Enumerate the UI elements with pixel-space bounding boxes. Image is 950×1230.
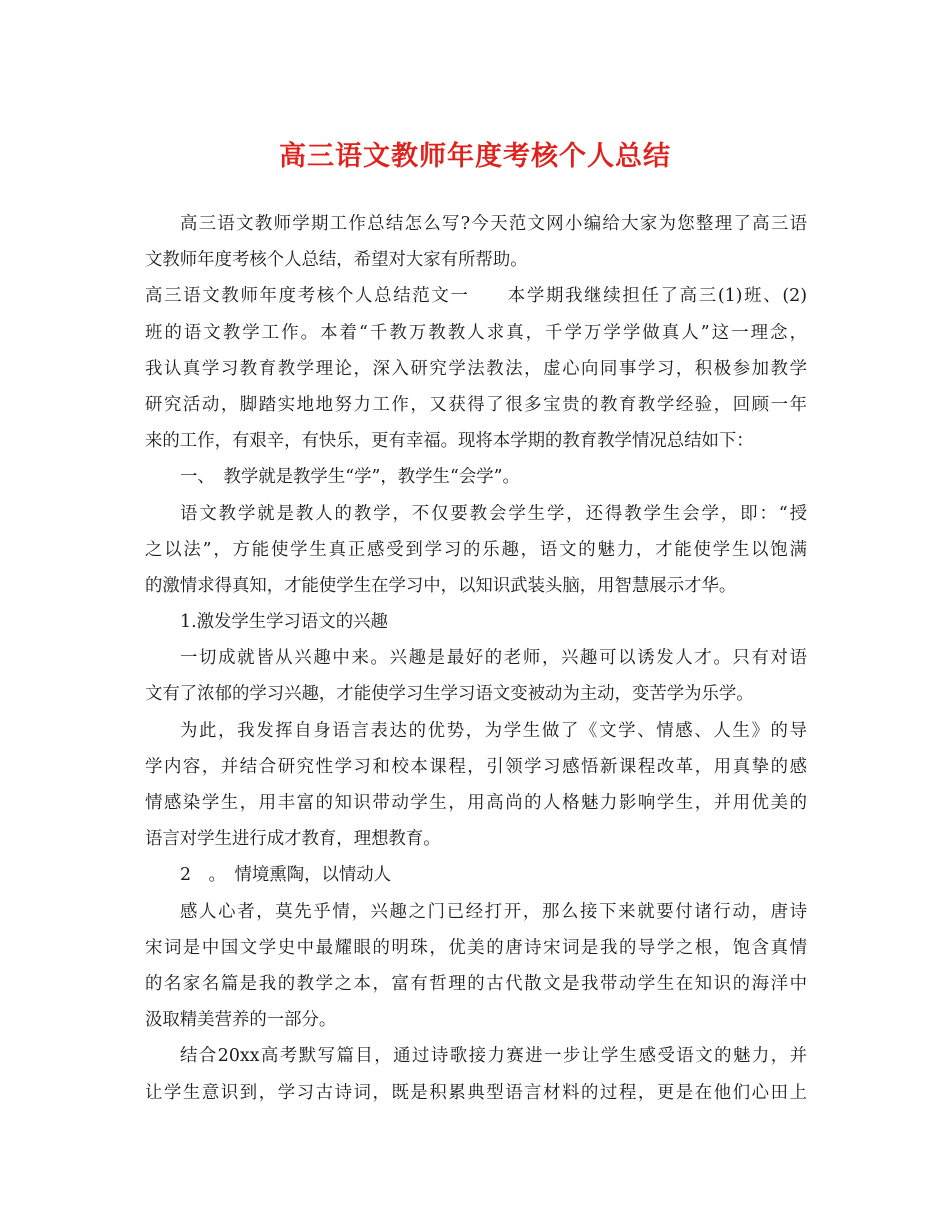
text-line: 汲取精美营养的一部分。 bbox=[145, 1010, 337, 1031]
text-line: 学内容，并结合研究性学习和校本课程，引领学习感悟新课程改革，用真挚的感 bbox=[145, 756, 807, 777]
text-line: 为此，我发挥自身语言表达的优势，为学生做了《文学、情感、人生》的导 bbox=[180, 720, 807, 741]
text-line: 情感染学生，用丰富的知识带动学生，用高尚的人格魅力影响学生，并用优美的 bbox=[145, 793, 807, 813]
text-line: 宋词是中国文学史中最耀眼的明珠，优美的唐诗宋词是我的导学之根，饱含真情 bbox=[145, 937, 807, 958]
text-line: 1.激发学生学习语文的兴趣 bbox=[180, 612, 388, 633]
text-line: 我认真学习教育教学理论，深入研究学法教法，虚心向同事学习，积极参加教学 bbox=[145, 358, 807, 379]
text-line: 研究活动，脚踏实地地努力工作，又获得了很多宝贵的教育教学经验，回顾一年 bbox=[145, 394, 807, 415]
text-line: 语文教学就是教人的教学，不仅要教会学生学，还得教学生会学，即：“授 bbox=[180, 503, 807, 524]
text-line: 结合20xx高考默写篇目，通过诗歌接力赛进一步让学生感受语文的魅力，并 bbox=[180, 1046, 807, 1067]
text-line: 来的工作，有艰辛，有快乐，更有幸福。现将本学期的教育教学情况总结如下： bbox=[145, 431, 754, 452]
text-line: 文有了浓郁的学习兴趣，才能使学习生学习语文变被动为主动，变苦学为乐学。 bbox=[145, 684, 754, 705]
text-line: 的激情求得真知，才能使学生在学习中，以知识武装头脑，用智慧展示才华。 bbox=[145, 575, 737, 596]
text-line: 一切成就皆从兴趣中来。兴趣是最好的老师，兴趣可以诱发人才。只有对语 bbox=[180, 648, 807, 669]
text-line: 的名家名篇是我的教学之本，富有哲理的古代散文是我带动学生在知识的海洋中 bbox=[145, 973, 807, 994]
text-line: 文教师年度考核个人总结，希望对大家有所帮助。 bbox=[145, 250, 528, 271]
text-line: 班的语文教学工作。本着“千教万教教人求真，千学万学学做真人”这一理念， bbox=[145, 322, 807, 343]
document-title: 高三语文教师年度考核个人总结 bbox=[279, 141, 671, 172]
text-line: 2 。 情境熏陶，以情动人 bbox=[180, 865, 392, 886]
text-line: 让学生意识到，学习古诗词，既是积累典型语言材料的过程，更是在他们心田上 bbox=[145, 1082, 807, 1103]
text-line: 语言对学生进行成才教育，理想教育。 bbox=[145, 829, 441, 850]
document-body bbox=[145, 206, 807, 1111]
text-line: 之以法”，方能使学生真正感受到学习的乐趣，语文的魅力，才能使学生以饱满 bbox=[145, 539, 807, 560]
text-line: 高三语文教师学期工作总结怎么写?今天范文网小编给大家为您整理了高三语 bbox=[180, 214, 807, 234]
text-line: 高三语文教师年度考核个人总结范文一 本学期我继续担任了高三(1)班、(2) bbox=[145, 286, 807, 307]
text-line: 感人心者，莫先乎情，兴趣之门已经打开，那么接下来就要付诸行动，唐诗 bbox=[180, 901, 807, 922]
text-line: 一、 教学就是教学生“学”，教学生“会学”。 bbox=[180, 467, 520, 488]
